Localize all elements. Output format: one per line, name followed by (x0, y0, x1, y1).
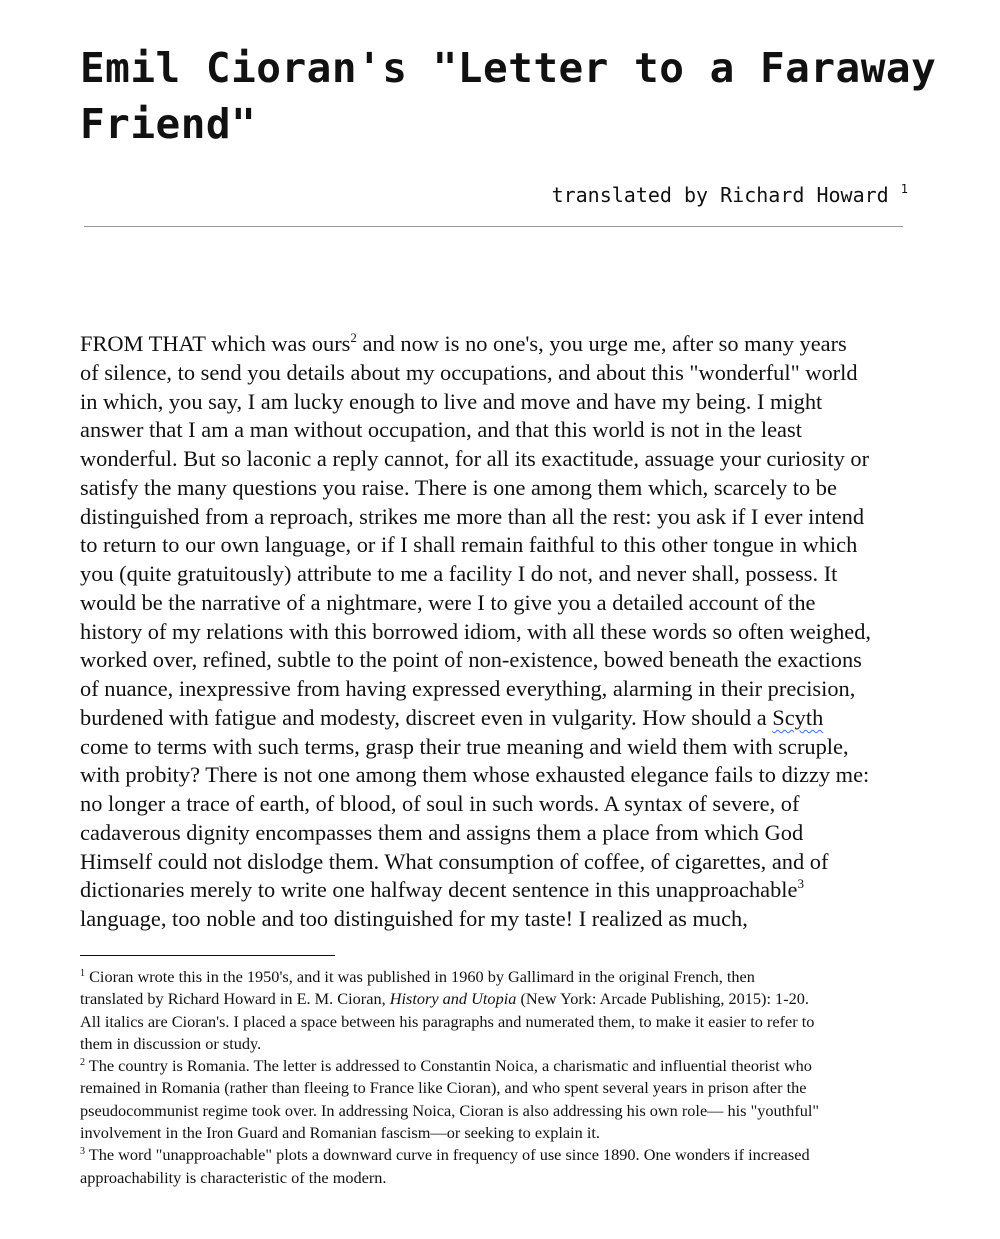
body-line: worked over, refined, subtle to the point of non-existence, bowed beneath the exactions (80, 647, 862, 673)
footnote-ref[interactable]: 1 (900, 182, 908, 196)
footnote-line (80, 1055, 930, 1077)
body-line-text: burdened with fatigue and modesty, discreet even in vulgarity. How should a (80, 704, 773, 730)
book-title: History and Utopia (389, 989, 517, 1009)
footnote-3 (80, 1144, 930, 1189)
footnote-number: 3 (80, 1146, 85, 1158)
body-line-text: FROM THAT which was ours (80, 331, 351, 356)
footnote-2 (80, 1055, 930, 1144)
translator-credit (552, 182, 908, 208)
body-line: would be the narrative of a nightmare, were I to give you a detailed account of the (80, 589, 816, 615)
footnote-line: All italics are Cioran's. I placed a space between his paragraphs and numerated them, to make it easier to refer to (80, 1011, 815, 1031)
footnote-text: translated by Richard Howard in E. M. Cioran, (80, 989, 390, 1009)
body-line: answer that I am a man without occupation, and that this world is not in the least (80, 417, 802, 443)
footnote-number: 2 (80, 1057, 85, 1069)
body-line: to return to our own language, or if I shall remain faithful to this other tongue in which (80, 532, 858, 558)
footnote-line (80, 1144, 930, 1166)
body-line (80, 330, 930, 359)
letter-body (80, 330, 930, 934)
page-title: Emil Cioran's "Letter to a Faraway Friend" (80, 44, 937, 148)
footnote-line (80, 988, 930, 1010)
body-line (80, 704, 930, 733)
footnote-line: involvement in the Iron Guard and Romanian fascism—or seeking to explain it. (80, 1123, 600, 1143)
footnote-line: pseudocommunist regime took over. In addressing Noica, Cioran is also addressing his own role— his "youthful" (80, 1100, 820, 1120)
body-line: with probity? There is not one among them whose exhausted elegance fails to dizzy me: (80, 762, 870, 788)
body-line-text: and now is no one's, you urge me, after so many years (356, 331, 847, 356)
footnote-line: remained in Romania (rather than fleeing to France like Cioran), and who spent several years in prison after the (80, 1078, 807, 1098)
body-line: distinguished from a reproach, strikes me more than all the rest: you ask if I ever intend (80, 503, 865, 529)
footnote-ref[interactable]: 2 (350, 330, 357, 345)
footnote-text: The country is Romania. The letter is addressed to Constantin Noica, a charismatic and influential theorist who (85, 1056, 812, 1076)
footnote-line (80, 966, 930, 988)
body-line: you (quite gratuitously) attribute to me a facility I do not, and never shall, possess. It (80, 561, 838, 586)
body-line: satisfy the many questions you raise. There is one among them which, scarcely to be (80, 474, 837, 500)
footnote-number: 1 (80, 968, 85, 979)
spellcheck-flagged-word[interactable]: Scyth (772, 704, 824, 730)
body-line: in which, you say, I am lucky enough to live and move and have my being. I might (80, 388, 823, 414)
title-divider (84, 226, 903, 227)
footnote-text: (New York: Arcade Publishing, 2015): 1-20. (516, 989, 809, 1009)
footnote-1 (80, 966, 930, 1055)
footnote-text: Cioran wrote this in the 1950's, and it was published in 1960 by Gallimard in the original French, then (85, 967, 755, 986)
body-line: of silence, to send you details about my occupations, and about this "wonderful" world (80, 359, 858, 385)
footnote-separator (80, 955, 335, 956)
footnote-line: approachability is characteristic of the modern. (80, 1167, 387, 1187)
body-line: cadaverous dignity encompasses them and assigns them a place from which God (80, 819, 804, 845)
body-line (80, 876, 930, 905)
footnote-ref[interactable]: 3 (797, 876, 804, 892)
footnote-line: them in discussion or study. (80, 1033, 262, 1053)
body-line-text: dictionaries merely to write one halfway decent sentence in this unapproachable (80, 877, 798, 903)
footnotes (80, 966, 930, 1189)
footnote-text: The word "unapproachable" plots a downward curve in frequency of use since 1890. One wonders if increased (85, 1145, 810, 1165)
body-line: Himself could not dislodge them. What consumption of coffee, of cigarettes, and of (80, 848, 829, 874)
translator-credit-text: translated by Richard Howard (551, 183, 889, 207)
body-line: history of my relations with this borrowed idiom, with all these words so often weighed, (80, 618, 872, 644)
body-line: language, too noble and too distinguished for my taste! I realized as much, (80, 906, 748, 931)
body-line: of nuance, inexpressive from having expressed everything, alarming in their precision, (80, 676, 856, 701)
body-line: no longer a trace of earth, of blood, of soul in such words. A syntax of severe, of (80, 791, 800, 816)
body-line: wonderful. But so laconic a reply cannot, for all its exactitude, assuage your curiosity or (80, 446, 870, 471)
body-line: come to terms with such terms, grasp their true meaning and wield them with scruple, (80, 733, 849, 759)
